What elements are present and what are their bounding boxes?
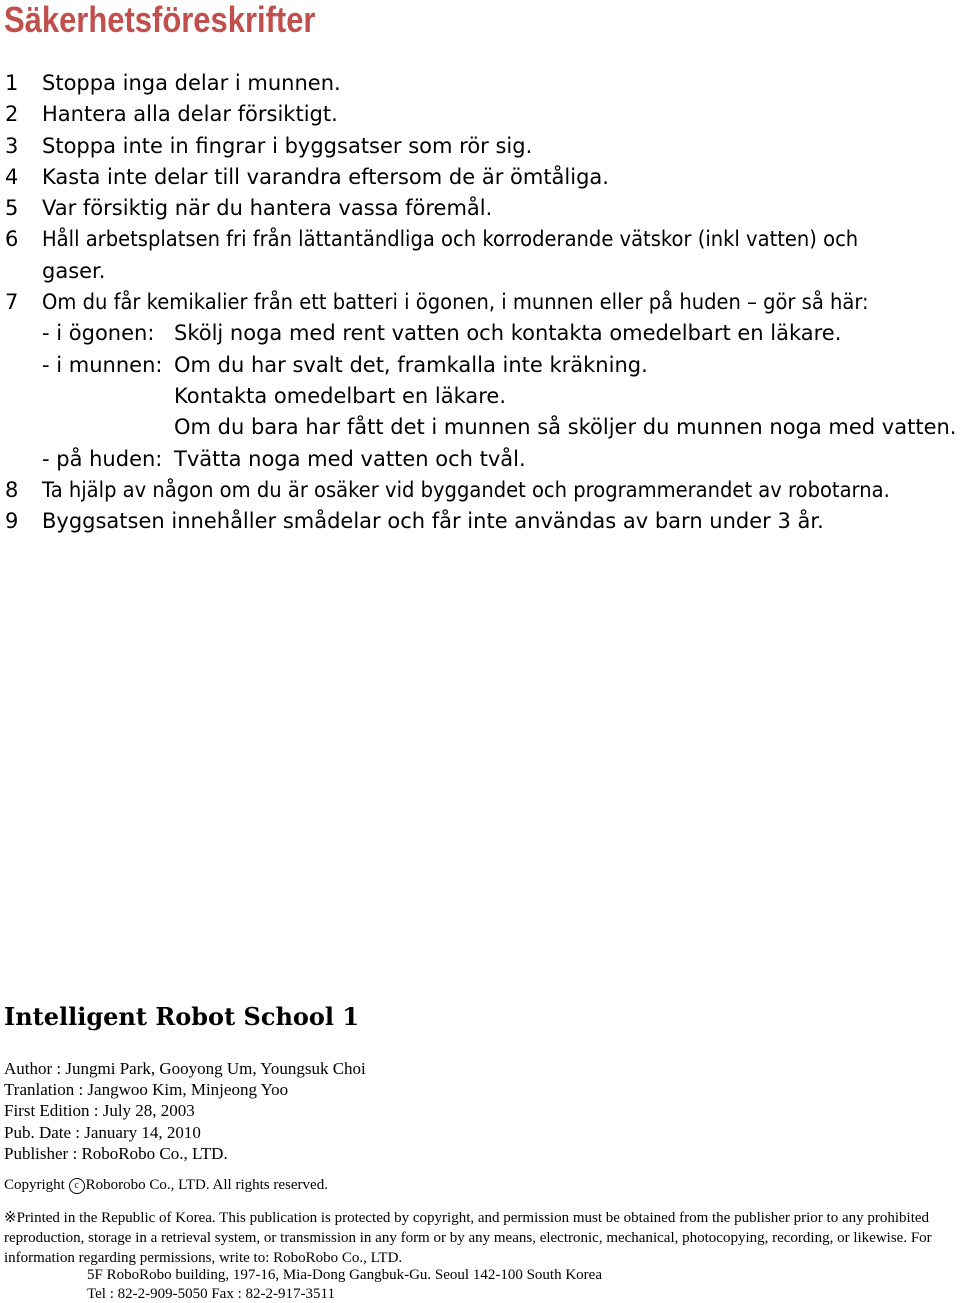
rule-text: Om du får kemikalier från ett batteri i ögonen, i munnen eller på huden – gör så här: bbox=[42, 290, 869, 315]
rule-number: 9 bbox=[5, 509, 19, 534]
rule-item bbox=[0, 475, 960, 506]
author-line: Author : Jungmi Park, Gooyong Um, Youngsuk Choi bbox=[4, 1059, 366, 1078]
sub-text: Om du bara har fått det i munnen så sköljer du munnen noga med vatten. bbox=[174, 415, 957, 440]
rule-text: Ta hjälp av någon om du är osäker vid byggandet och programmerandet av robotarna. bbox=[42, 477, 890, 502]
rule-text: Stoppa inte in fingrar i byggsatser som rör sig. bbox=[42, 133, 533, 158]
page-title: Säkerhetsföreskrifter bbox=[4, 0, 316, 40]
rule-number: 3 bbox=[5, 133, 19, 158]
safety-rules-list bbox=[0, 68, 960, 537]
rule-text: Hantera alla delar försiktigt. bbox=[42, 102, 338, 127]
rule-sub-item bbox=[0, 381, 960, 412]
sub-text: Om du har svalt det, framkalla inte kräkning. bbox=[174, 352, 648, 377]
rule-item bbox=[0, 193, 960, 224]
sub-text: Skölj noga med rent vatten och kontakta omedelbart en läkare. bbox=[174, 321, 842, 346]
rule-number: 7 bbox=[5, 290, 19, 315]
copyright-line: Copyright c Roborobo Co., LTD. All rights reserved. bbox=[4, 1177, 328, 1193]
rule-item bbox=[0, 506, 960, 537]
publisher-line: Publisher : RoboRobo Co., LTD. bbox=[4, 1144, 228, 1163]
sub-label: - i ögonen: bbox=[42, 321, 155, 346]
rule-number: 1 bbox=[5, 71, 19, 95]
rule-sub-item bbox=[0, 444, 960, 475]
rule-number: 2 bbox=[5, 102, 19, 127]
rule-item bbox=[0, 131, 960, 162]
rule-sub-item bbox=[0, 412, 960, 443]
sub-label: - på huden: bbox=[42, 446, 163, 471]
address-line: 5F RoboRobo building, 197-16, Mia-Dong Gangbuk-Gu. Seoul 142-100 South Korea bbox=[87, 1267, 602, 1283]
rule-item bbox=[0, 224, 960, 255]
rule-text: Var försiktig när du hantera vassa föremål. bbox=[42, 196, 493, 221]
rule-item bbox=[0, 162, 960, 193]
contact-line: Tel : 82-2-909-5050 Fax : 82-2-917-3511 bbox=[87, 1286, 335, 1302]
rule-item bbox=[0, 68, 960, 99]
sub-label: - i munnen: bbox=[42, 352, 163, 377]
rule-number: 6 bbox=[5, 227, 19, 252]
copyright-icon: c bbox=[69, 1178, 85, 1194]
sub-text: Tvätta noga med vatten och tvål. bbox=[174, 446, 526, 471]
pub-date-line: Pub. Date : January 14, 2010 bbox=[4, 1123, 201, 1142]
rule-continuation bbox=[0, 256, 960, 287]
rule-number: 4 bbox=[5, 164, 19, 189]
rule-item bbox=[0, 99, 960, 130]
rule-item bbox=[0, 287, 960, 318]
rule-number: 8 bbox=[5, 477, 19, 502]
book-title: Intelligent Robot School 1 bbox=[4, 1002, 360, 1031]
first-edition-line: First Edition : July 28, 2003 bbox=[4, 1101, 195, 1120]
translation-line: Tranlation : Jangwoo Kim, Minjeong Yoo bbox=[4, 1080, 289, 1099]
copyright-notice: ※Printed in the Republic of Korea. This publication is protected by copyright, and permission must be obtained from the publisher prior to any prohibited reproduction, storage in a retrieval system, or transmission in any form or by any means, electronic, mechanical, photocopying, recording, or likewise. For information regarding permissions, write to: RoboRobo Co., LTD. bbox=[4, 1210, 932, 1266]
rule-text: Stoppa inga delar i munnen. bbox=[42, 71, 341, 95]
copyright-text: Roborobo Co., LTD. All rights reserved. bbox=[85, 1177, 328, 1193]
rule-sub-item bbox=[0, 318, 960, 349]
rule-sub-item bbox=[0, 350, 960, 381]
rule-text: Kasta inte delar till varandra eftersom de är ömtåliga. bbox=[42, 164, 609, 189]
rule-text: gaser. bbox=[42, 258, 106, 283]
rule-text: Byggsatsen innehåller smådelar och får inte användas av barn under 3 år. bbox=[42, 509, 824, 534]
rule-number: 5 bbox=[5, 196, 19, 221]
sub-text: Kontakta omedelbart en läkare. bbox=[174, 383, 507, 408]
rule-text: Håll arbetsplatsen fri från lättantändliga och korroderande vätskor (inkl vatten) och bbox=[42, 227, 859, 252]
